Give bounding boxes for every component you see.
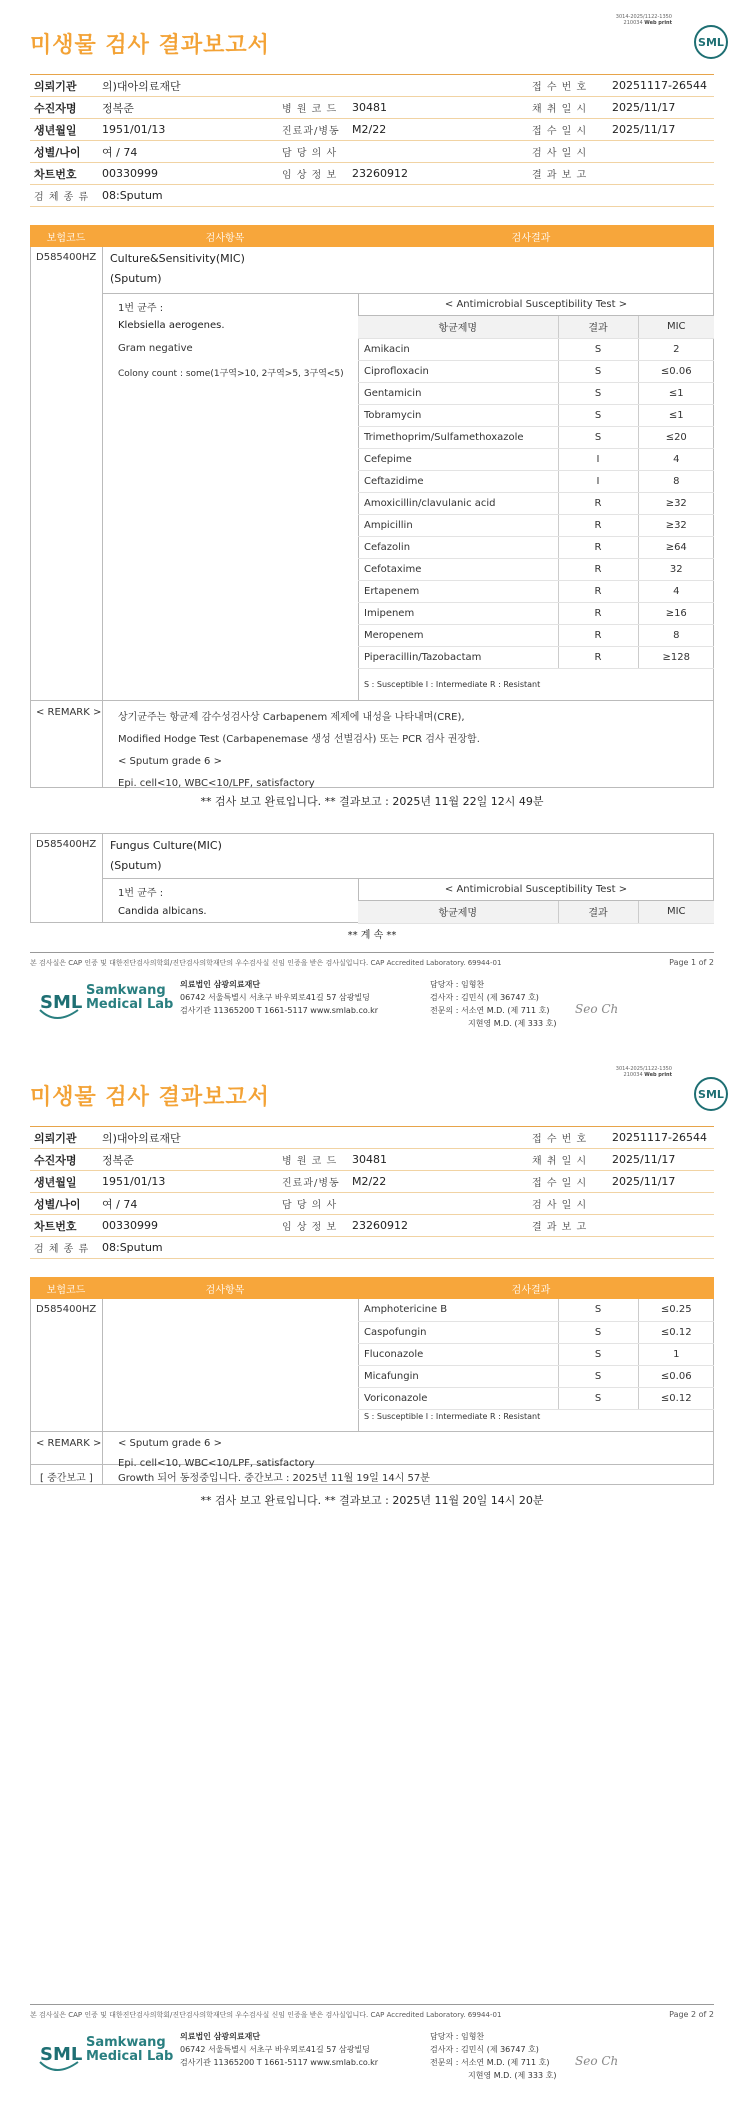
report-complete-2: ** 검사 보고 완료입니다. ** 결과보고 : 2025년 11월 20일 14시 20분 [200,1494,544,1507]
drug-mic: 8 [638,470,714,492]
remark-line: Epi. cell<10, WBC<10/LPF, satisfactory [118,1458,315,1469]
drug-name: Cefepime [358,448,558,470]
ast-table-2-head: 항균제명 결과 MIC [358,901,714,924]
test2-code-cont: D585400HZ [36,1304,97,1315]
drug-name: Amphotericine B [358,1299,558,1321]
remarks-2 [118,1434,315,1474]
drug-result: I [558,448,638,470]
drug-mic: 32 [638,558,714,580]
drug-result: S [558,404,638,426]
test1-code: D585400HZ [36,252,97,263]
ast-row [358,470,714,492]
remark-line: Epi. cell<10, WBC<10/LPF, satisfactory [118,778,315,789]
drug-name: Ceftazidime [358,470,558,492]
drug-name: Meropenem [358,624,558,646]
gram-stain: Gram negative [118,343,193,354]
cap-note-2: 본 검사실은 CAP 인증 및 대한진단검사의학회/진단검사의학재단의 우수검사실 신임 인증을 받은 검사실입니다. CAP Accredited Laboratory. 69944-01 Page 2 of 2 [30,2004,714,2018]
ast-table-2 [358,1299,714,1410]
drug-mic: 1 [638,1343,714,1365]
patient-info-table: 의뢰기관 의)대아의료재단 접 수 번 호 20251117-26544 수진자명 정복준 병 원 코 드 30481 채 취 일 시 2025/11/17 생년월일 1951/01/13 진료과/병동 M2/22 접 수 일 시 2025/11/17 성별/나이 여 / 74 담 당 의 사 검 사 일 시 차트번호 00330999 임 상 정 보 23260912 결 과 보 고 검 체 종 류 08:Sputum [30,1126,714,1259]
drug-result: R [558,602,638,624]
ast-row [358,492,714,514]
report-page-2 [0,1052,744,2104]
result-header: 보험코드 검사항목 검사결과 [30,225,714,247]
footer-1 [30,972,714,1032]
ast-row [358,1365,714,1387]
drug-name: Amikacin [358,338,558,360]
ast-title-2: < Antimicrobial Susceptibility Test > [358,879,714,901]
ast-row [358,448,714,470]
drug-mic: ≥16 [638,602,714,624]
drug-mic: ≤0.12 [638,1387,714,1409]
organism-label: 1번 균주 : [118,303,164,314]
signature: Seo Ch [575,1002,619,1016]
signature: Seo Ch [575,2054,619,2068]
colony-count: Colony count : some(1구역>10, 2구역>5, 3구역<5) [118,369,344,379]
ast-row [358,338,714,360]
drug-mic: ≤0.06 [638,360,714,382]
drug-name: Fluconazole [358,1343,558,1365]
svg-text:SML: SML [698,36,724,49]
sml-logo-icon [693,24,729,60]
drug-name: Micafungin [358,1365,558,1387]
drug-result: R [558,624,638,646]
test2-code: D585400HZ [36,839,97,850]
drug-name: Piperacillin/Tazobactam [358,646,558,668]
drug-mic: 2 [638,338,714,360]
report-title: 미생물 검사 결과보고서 [30,1085,270,1110]
ast-row [358,426,714,448]
drug-result: S [558,1343,638,1365]
drug-name: Tobramycin [358,404,558,426]
ast-legend-2: S : Susceptible I : Intermediate R : Resistant [364,1412,541,1421]
drug-name: Ampicillin [358,514,558,536]
drug-mic: ≥32 [638,514,714,536]
corp-info: 의료법인 삼광의료재단 06742 서울특별시 서초구 바우뫼로41길 57 삼광빌딩 검사기관 11365200 T 1661-5117 www.smlab.co.kr [180,2032,379,2067]
drug-result: S [558,426,638,448]
drug-result: S [558,1387,638,1409]
interim-label: [ 중간보고 ] [40,1473,93,1484]
drug-mic: ≤20 [638,426,714,448]
drug-name: Gentamicin [358,382,558,404]
ast-row [358,602,714,624]
drug-name: Trimethoprim/Sulfamethoxazole [358,426,558,448]
ast-legend: S : Susceptible I : Intermediate R : Resistant [364,680,541,689]
ast-row [358,1387,714,1409]
cap-note-1: 본 검사실은 CAP 인증 및 대한진단검사의학회/진단검사의학재단의 우수검사실 신임 인증을 받은 검사실입니다. CAP Accredited Laboratory. 69944-01 Page 1 of 2 [30,952,714,966]
remarks-1 [118,707,480,795]
remark-line: < Sputum grade 6 > [118,1438,222,1449]
drug-result: S [558,360,638,382]
ast-row [358,360,714,382]
drug-result: S [558,1365,638,1387]
staff-info: 담당자 : 임형찬 검사자 : 김민식 (제 36747 호) 전문의 : 서소연 M.D. (제 711 호) 지현영 M.D. (제 333 호) [430,980,557,1028]
patient-info-table: 의뢰기관 의)대아의료재단 접 수 번 호 20251117-26544 수진자명 정복준 병 원 코 드 30481 채 취 일 시 2025/11/17 생년월일 1951/01/13 진료과/병동 M2/22 접 수 일 시 2025/11/17 성별/나이 여 / 74 담 당 의 사 검 사 일 시 차트번호 00330999 임 상 정 보 23260912 결 과 보 고 검 체 종 류 08:Sputum [30,74,714,207]
drug-mic: 4 [638,448,714,470]
organism2-name: Candida albicans. [118,906,207,917]
page-number-1: Page 1 of 2 [669,958,714,967]
drug-result: R [558,536,638,558]
ast-row [358,382,714,404]
drug-result: R [558,492,638,514]
remark-label-2: < REMARK > [36,1438,102,1449]
drug-name: Caspofungin [358,1321,558,1343]
drug-name: Ciprofloxacin [358,360,558,382]
ast-row [358,580,714,602]
remark-line: Modified Hodge Test (Carbapenemase 생성 선별검사) 또는 PCR 검사 권장함. [118,734,480,745]
svg-text:SML: SML [40,2044,83,2065]
drug-result: S [558,1321,638,1343]
drug-result: R [558,558,638,580]
drug-mic: ≤1 [638,382,714,404]
drug-name: Ertapenem [358,580,558,602]
drug-name: Cefazolin [358,536,558,558]
ast-title: < Antimicrobial Susceptibility Test > [358,294,714,316]
brand-name: Samkwang Medical Lab [86,2035,174,2064]
test2-sample: (Sputum) [110,859,162,872]
svg-text:SML: SML [40,992,83,1013]
print-code: 3014-2025/1122-1350 210034 Web print [615,14,672,26]
organism2-label: 1번 균주 : [118,888,164,899]
page-number-2: Page 2 of 2 [669,2010,714,2019]
report-title: 미생물 검사 결과보고서 [30,33,270,58]
drug-name: Voriconazole [358,1387,558,1409]
drug-name: Amoxicillin/clavulanic acid [358,492,558,514]
drug-name: Cefotaxime [358,558,558,580]
brand-name: Samkwang Medical Lab [86,983,174,1012]
report-complete-1: ** 검사 보고 완료입니다. ** 결과보고 : 2025년 11월 22일 12시 49분 [200,795,544,808]
ast-row [358,1299,714,1321]
ast-row [358,404,714,426]
result-header: 보험코드 검사항목 검사결과 [30,1277,714,1299]
continued-note: ** 계 속 ** [347,930,397,941]
test1-sample: (Sputum) [110,272,162,285]
staff-info: 담당자 : 임형찬 검사자 : 김민식 (제 36747 호) 전문의 : 서소연 M.D. (제 711 호) 지현영 M.D. (제 333 호) [430,2032,557,2080]
interim-report: Growth 되어 동정중입니다. 중간보고 : 2025년 11월 19일 14시 57분 [118,1473,430,1484]
drug-result: R [558,514,638,536]
test1-name: Culture&Sensitivity(MIC) [110,252,245,265]
drug-result: S [558,338,638,360]
ast-row [358,536,714,558]
ast-row [358,558,714,580]
drug-result: S [558,1299,638,1321]
ast-row [358,624,714,646]
drug-mic: ≤0.25 [638,1299,714,1321]
drug-result: S [558,382,638,404]
ast-row [358,646,714,668]
ast-table-1: 항균제명 결과 MIC Amikacin S 2 Ciprofloxacin S ≤0.06 Gentamicin S ≤1 Tobramycin S ≤1 Trimethoprim/Sulfamethoxazole S ≤20 Cefepime I 4 Ceftazidime I 8 Amoxicillin/clavulanic acid R ≥32 Ampicillin R ≥32 Cefazolin R ≥64 Cefotaxime R 32 Ertapenem R 4 Imipenem R ≥16 Meropenem R 8 Piperacillin/Tazobactam R ≥128 [358,316,714,669]
ast-row [358,1321,714,1343]
organism-name: Klebsiella aerogenes. [118,320,225,331]
sml-logo-icon [693,1076,729,1112]
remark-line: < Sputum grade 6 > [118,756,222,767]
test2-name: Fungus Culture(MIC) [110,839,222,852]
drug-mic: ≤1 [638,404,714,426]
drug-mic: ≥128 [638,646,714,668]
drug-mic: ≥64 [638,536,714,558]
footer-2 [30,2024,714,2084]
drug-mic: 8 [638,624,714,646]
print-code: 3014-2025/1122-1350 210034 Web print [615,1066,672,1078]
drug-name: Imipenem [358,602,558,624]
remark-label: < REMARK > [36,707,102,718]
ast-row [358,514,714,536]
drug-result: R [558,646,638,668]
remark-line: 상기균주는 항균제 감수성검사상 Carbapenem 제제에 내성을 나타내며(CRE), [118,712,465,723]
corp-info: 의료법인 삼광의료재단 06742 서울특별시 서초구 바우뫼로41길 57 삼광빌딩 검사기관 11365200 T 1661-5117 www.smlab.co.kr [180,980,379,1015]
drug-result: R [558,580,638,602]
drug-mic: 4 [638,580,714,602]
svg-text:SML: SML [698,1088,724,1101]
drug-mic: ≥32 [638,492,714,514]
drug-result: I [558,470,638,492]
ast-row [358,1343,714,1365]
drug-mic: ≤0.06 [638,1365,714,1387]
drug-mic: ≤0.12 [638,1321,714,1343]
